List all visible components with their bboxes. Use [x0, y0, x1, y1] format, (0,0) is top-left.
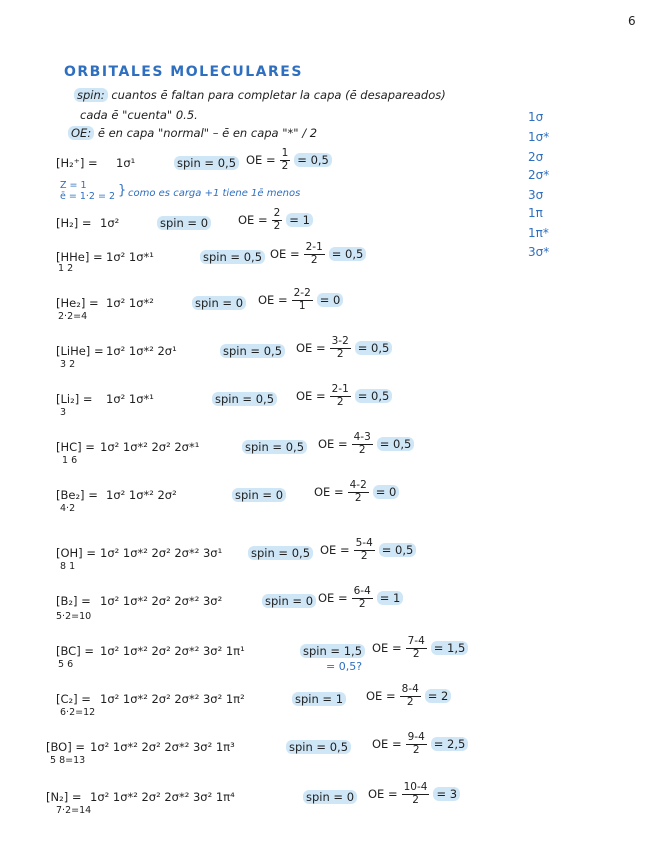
- molecule-species: [H₂] =: [56, 216, 92, 230]
- oe-fraction: [280, 148, 291, 172]
- bond-order-equation: [368, 782, 460, 806]
- spin-value: spin = 1,5: [300, 644, 365, 658]
- oe-result: = 0,5: [329, 247, 367, 261]
- spin-value: spin = 0: [157, 216, 211, 230]
- molecule-species: [H₂⁺] =: [56, 156, 98, 170]
- spin-value: spin = 0: [192, 296, 246, 310]
- molecule-species: [BO] =: [46, 740, 86, 754]
- bond-order-equation: [366, 684, 451, 708]
- oe-label: OE =: [366, 689, 396, 704]
- oe-denominator: 2: [273, 219, 281, 232]
- electron-count-annotation: 6·2=12: [60, 707, 96, 718]
- oe-result: = 0,5: [355, 341, 393, 355]
- molecule-species: [Be₂] =: [56, 488, 98, 502]
- oe-label: OE =: [320, 543, 350, 558]
- bond-order-equation: [314, 480, 399, 504]
- oe-label: OE =: [314, 485, 344, 500]
- oe-fraction: [352, 586, 373, 610]
- oe-fraction: [406, 636, 427, 660]
- spin-value: spin = 0: [303, 790, 357, 804]
- oe-result: = 0: [373, 485, 400, 499]
- oe-fraction: [402, 782, 430, 806]
- electron-count-annotation: 2·2=4: [58, 311, 88, 322]
- oe-label: OE =: [372, 737, 402, 752]
- oe-result: = 1: [377, 591, 404, 605]
- electron-count-annotation: 1 6: [62, 455, 78, 466]
- oe-label: OE =: [368, 787, 398, 802]
- electron-configuration: 1σ²: [100, 216, 120, 230]
- count-note: cada ē "cuenta" 0.5.: [80, 108, 198, 122]
- oe-fraction: [400, 684, 421, 708]
- oe-denominator: 2: [281, 159, 289, 172]
- oe-numerator: 1: [281, 147, 289, 159]
- oe-denominator: 2: [412, 743, 420, 756]
- electron-configuration: 1σ² 1σ*² 2σ² 2σ*² 3σ² 1π³: [90, 740, 235, 754]
- oe-denominator: 2: [406, 695, 414, 708]
- oe-label: OE =: [270, 247, 300, 262]
- oe-numerator: 2-1: [331, 383, 349, 395]
- oe-result: = 0,5: [379, 543, 417, 557]
- oe-result: = 0: [317, 293, 344, 307]
- oe-result: = 1: [286, 213, 313, 227]
- orbital-order-2: 1σ*: [528, 130, 550, 144]
- oe-numerator: 2-1: [305, 241, 323, 253]
- oe-denominator: 2: [412, 793, 419, 806]
- oe-numerator: 3-2: [331, 335, 349, 347]
- oe-fraction: [352, 432, 373, 456]
- orbital-order-5: 3σ: [528, 188, 544, 202]
- electron-count-annotation: 8 1: [60, 561, 76, 572]
- oe-fraction: [354, 538, 375, 562]
- oe-fraction: [348, 480, 369, 504]
- bond-order-equation: [296, 336, 392, 360]
- oe-numerator: 10-4: [403, 781, 428, 793]
- bond-order-equation: [372, 636, 468, 660]
- spin-label: spin:: [74, 88, 108, 102]
- oe-numerator: 8-4: [401, 683, 419, 695]
- oe-numerator: 4-2: [349, 479, 367, 491]
- spin-value: spin = 0,5: [220, 344, 285, 358]
- molecule-species: [C₂] =: [56, 692, 91, 706]
- spin-value: spin = 0,5: [212, 392, 277, 406]
- molecule-species: [LiHe] =: [56, 344, 104, 358]
- molecule-species: [HC] =: [56, 440, 95, 454]
- oe-result: = 2,5: [431, 737, 469, 751]
- electron-count-annotation: 5·2=10: [56, 611, 92, 622]
- oe-denominator: 2: [336, 347, 344, 360]
- spin-value: spin = 0: [262, 594, 316, 608]
- oe-result: = 1,5: [431, 641, 469, 655]
- electron-count-annotation: 5 8=13: [50, 755, 86, 766]
- electron-configuration: 1σ² 1σ*¹: [106, 250, 154, 264]
- oe-fraction: [304, 242, 325, 266]
- oe-numerator: 5-4: [355, 537, 373, 549]
- spin-value: spin = 0: [232, 488, 286, 502]
- oe-denominator: 2: [336, 395, 344, 408]
- oe-label: OE =: [372, 641, 402, 656]
- spin-value: spin = 0,5: [200, 250, 265, 264]
- h2plus-note-line2: ē = 1·2 = 2: [60, 191, 115, 203]
- bond-order-equation: [296, 384, 392, 408]
- oe-label: OE =: [296, 341, 326, 356]
- electron-configuration: 1σ² 1σ*² 2σ² 2σ*² 3σ² 1π¹: [100, 644, 245, 658]
- bond-order-equation: [270, 242, 366, 266]
- oe-result: = 3: [433, 787, 460, 801]
- electron-configuration: 1σ² 1σ*² 2σ² 2σ*² 3σ² 1π⁴: [90, 790, 235, 804]
- bc-spin-question: = 0,5?: [326, 660, 363, 673]
- oe-label: OE =: [238, 213, 268, 228]
- oe-numerator: 4-3: [353, 431, 371, 443]
- oe-denominator: 2: [360, 549, 368, 562]
- molecule-species: [B₂] =: [56, 594, 91, 608]
- oe-label: OE:: [68, 126, 94, 140]
- oe-denominator: 1: [298, 299, 306, 312]
- molecule-species: [N₂] =: [46, 790, 82, 804]
- oe-denominator: 2: [358, 443, 366, 456]
- electron-count-annotation: 1 2: [58, 263, 74, 274]
- orbital-order-6: 1π: [528, 206, 543, 220]
- oe-numerator: 6-4: [353, 585, 371, 597]
- oe-text: ē en capa "normal" – ē en capa "*" / 2: [97, 126, 318, 140]
- orbital-order-7: 1π*: [528, 226, 549, 240]
- molecule-species: [BC] =: [56, 644, 94, 658]
- oe-denominator: 2: [354, 491, 362, 504]
- spin-text: cuantos ē faltan para completar la capa (ē desapareados): [111, 88, 446, 102]
- spin-value: spin = 1: [292, 692, 346, 706]
- bond-order-equation: [246, 148, 332, 172]
- spin-value: spin = 0,5: [286, 740, 351, 754]
- electron-count-annotation: 4·2: [60, 503, 76, 514]
- electron-configuration: 1σ² 1σ*² 2σ² 2σ*² 3σ² 1π²: [100, 692, 245, 706]
- electron-configuration: 1σ² 1σ*² 2σ² 2σ*² 3σ²: [100, 594, 223, 608]
- oe-result: = 0,5: [294, 153, 332, 167]
- bond-order-equation: [258, 288, 343, 312]
- h2plus-brace-text: como es carga +1 tiene 1ē menos: [128, 188, 301, 199]
- oe-numerator: 2-2: [293, 287, 311, 299]
- brace-icon: }: [118, 183, 127, 198]
- electron-configuration: 1σ² 1σ*² 2σ² 2σ*¹: [100, 440, 200, 454]
- electron-count-annotation: 3: [60, 407, 67, 418]
- oe-fraction: [292, 288, 313, 312]
- bond-order-equation: [320, 538, 416, 562]
- spin-value: spin = 0,5: [242, 440, 307, 454]
- electron-configuration: 1σ¹: [116, 156, 136, 170]
- electron-count-annotation: 5 6: [58, 659, 74, 670]
- molecule-species: [Li₂] =: [56, 392, 93, 406]
- orbital-order-8: 3σ*: [528, 245, 550, 259]
- oe-label: OE =: [318, 437, 348, 452]
- electron-configuration: 1σ² 1σ*¹: [106, 392, 154, 406]
- electron-configuration: 1σ² 1σ*²: [106, 296, 154, 310]
- bond-order-equation: [318, 586, 403, 610]
- oe-label: OE =: [318, 591, 348, 606]
- electron-configuration: 1σ² 1σ*² 2σ² 2σ*² 3σ¹: [100, 546, 223, 560]
- oe-denominator: 2: [358, 597, 366, 610]
- oe-numerator: 9-4: [407, 731, 425, 743]
- spin-value: spin = 0,5: [174, 156, 239, 170]
- molecule-species: [OH] =: [56, 546, 96, 560]
- oe-denominator: 2: [412, 647, 420, 660]
- orbital-order-1: 1σ: [528, 110, 544, 124]
- oe-label: OE =: [296, 389, 326, 404]
- orbital-order-3: 2σ: [528, 150, 544, 164]
- oe-label: OE =: [258, 293, 288, 308]
- oe-result: = 0,5: [377, 437, 415, 451]
- oe-result: = 2: [425, 689, 452, 703]
- bond-order-equation: [238, 208, 313, 232]
- spin-value: spin = 0,5: [248, 546, 313, 560]
- oe-fraction: [330, 336, 351, 360]
- bond-order-equation: [372, 732, 468, 756]
- electron-count-annotation: 7·2=14: [56, 805, 92, 816]
- h2plus-electron-note: [60, 180, 115, 203]
- oe-fraction: [406, 732, 427, 756]
- electron-count-annotation: 3 2: [60, 359, 76, 370]
- orbital-order-4: 2σ*: [528, 168, 550, 182]
- molecule-species: [He₂] =: [56, 296, 99, 310]
- oe-definition: [68, 126, 317, 140]
- page-number: 6: [628, 14, 636, 28]
- bond-order-equation: [318, 432, 414, 456]
- section-title: ORBITALES MOLECULARES: [64, 64, 303, 80]
- h2plus-note-line1: Z = 1: [60, 180, 87, 191]
- oe-fraction: [272, 208, 283, 232]
- electron-configuration: 1σ² 1σ*² 2σ¹: [106, 344, 177, 358]
- molecule-species: [HHe] =: [56, 250, 103, 264]
- oe-fraction: [330, 384, 351, 408]
- oe-numerator: 7-4: [407, 635, 425, 647]
- oe-label: OE =: [246, 153, 276, 168]
- spin-definition: [74, 88, 446, 102]
- oe-denominator: 2: [310, 253, 318, 266]
- oe-result: = 0,5: [355, 389, 393, 403]
- oe-numerator: 2: [273, 207, 281, 219]
- electron-configuration: 1σ² 1σ*² 2σ²: [106, 488, 177, 502]
